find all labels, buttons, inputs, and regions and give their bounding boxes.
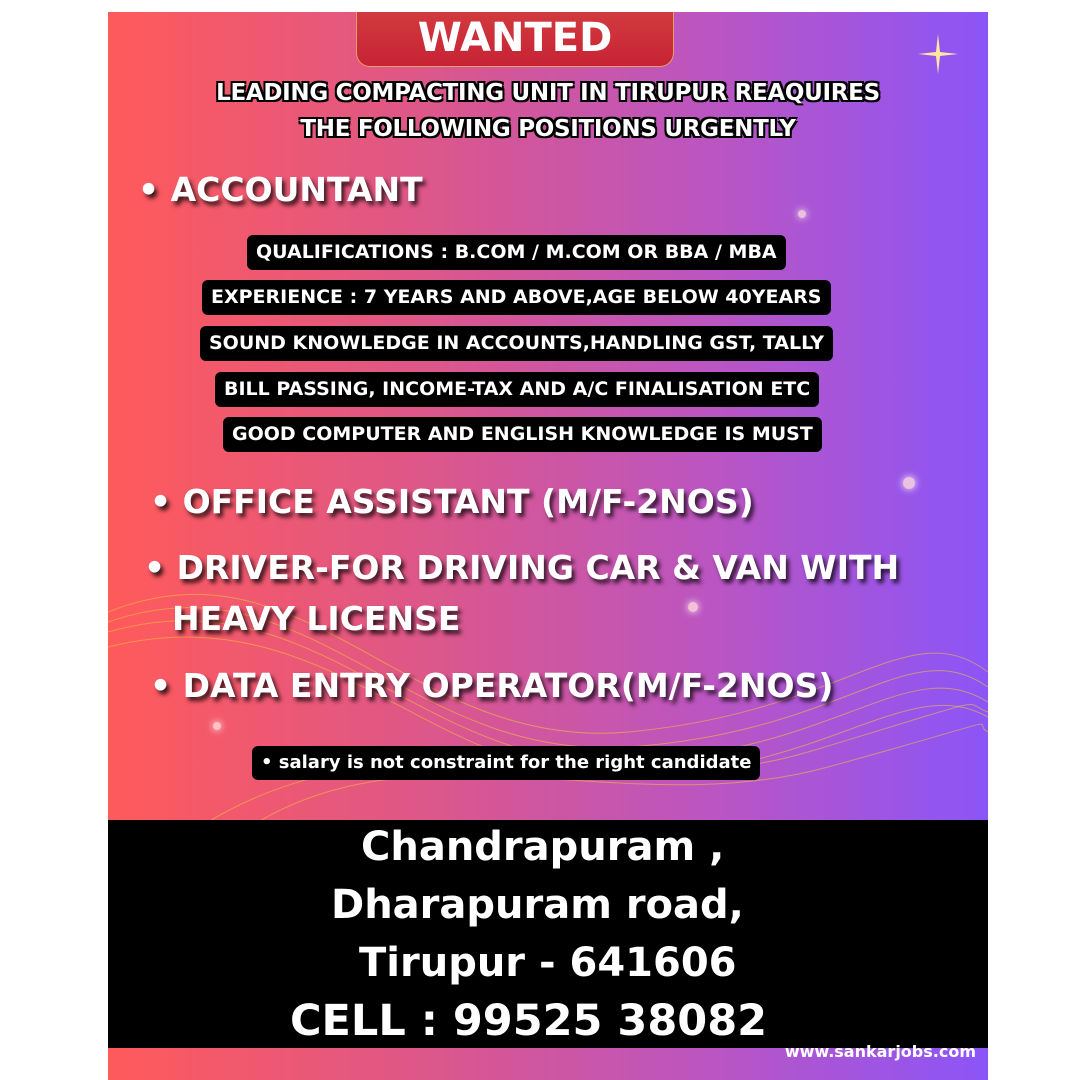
salary-note: • salary is not constraint for the right candidate [252, 746, 760, 780]
job-poster [108, 12, 988, 1080]
requirement-pill: SOUND KNOWLEDGE IN ACCOUNTS,HANDLING GST, TALLY [200, 326, 833, 361]
bokeh-dot [688, 602, 698, 612]
cell-number: CELL : 99525 38082 [290, 996, 768, 1046]
position-driver-line-2: HEAVY LICENSE [172, 599, 461, 638]
headline-line-2: THE FOLLOWING POSITIONS URGENTLY [300, 116, 796, 142]
banner-text: WANTED [417, 15, 613, 61]
contact-section [108, 820, 988, 1048]
sparkle-icon [918, 34, 958, 74]
address-line-3: Tirupur - 641606 [359, 940, 737, 986]
bokeh-dot [903, 477, 915, 489]
bokeh-dot [798, 210, 806, 218]
requirement-pill: BILL PASSING, INCOME-TAX AND A/C FINALISATION ETC [215, 372, 819, 407]
website-link[interactable]: www.sankarjobs.com [784, 1042, 976, 1061]
requirement-pill: EXPERIENCE : 7 YEARS AND ABOVE,AGE BELOW 40YEARS [202, 280, 831, 315]
address-line-1: Chandrapuram , [361, 824, 725, 870]
position-data-entry: • DATA ENTRY OPERATOR(M/F-2NOS) [150, 666, 834, 705]
position-office-assistant: • OFFICE ASSISTANT (M/F-2NOS) [150, 482, 754, 521]
headline-line-1: LEADING COMPACTING UNIT IN TIRUPUR REAQUIRES [216, 80, 880, 106]
position-accountant: • ACCOUNTANT [138, 170, 423, 209]
wanted-banner [356, 12, 674, 67]
address-line-2: Dharapuram road, [331, 882, 744, 928]
requirement-pill: QUALIFICATIONS : B.COM / M.COM OR BBA / MBA [247, 235, 786, 270]
position-driver-line-1: • DRIVER-FOR DRIVING CAR & VAN WITH [144, 548, 900, 587]
bokeh-dot [213, 722, 221, 730]
requirement-pill: GOOD COMPUTER AND ENGLISH KNOWLEDGE IS MUST [223, 417, 822, 452]
